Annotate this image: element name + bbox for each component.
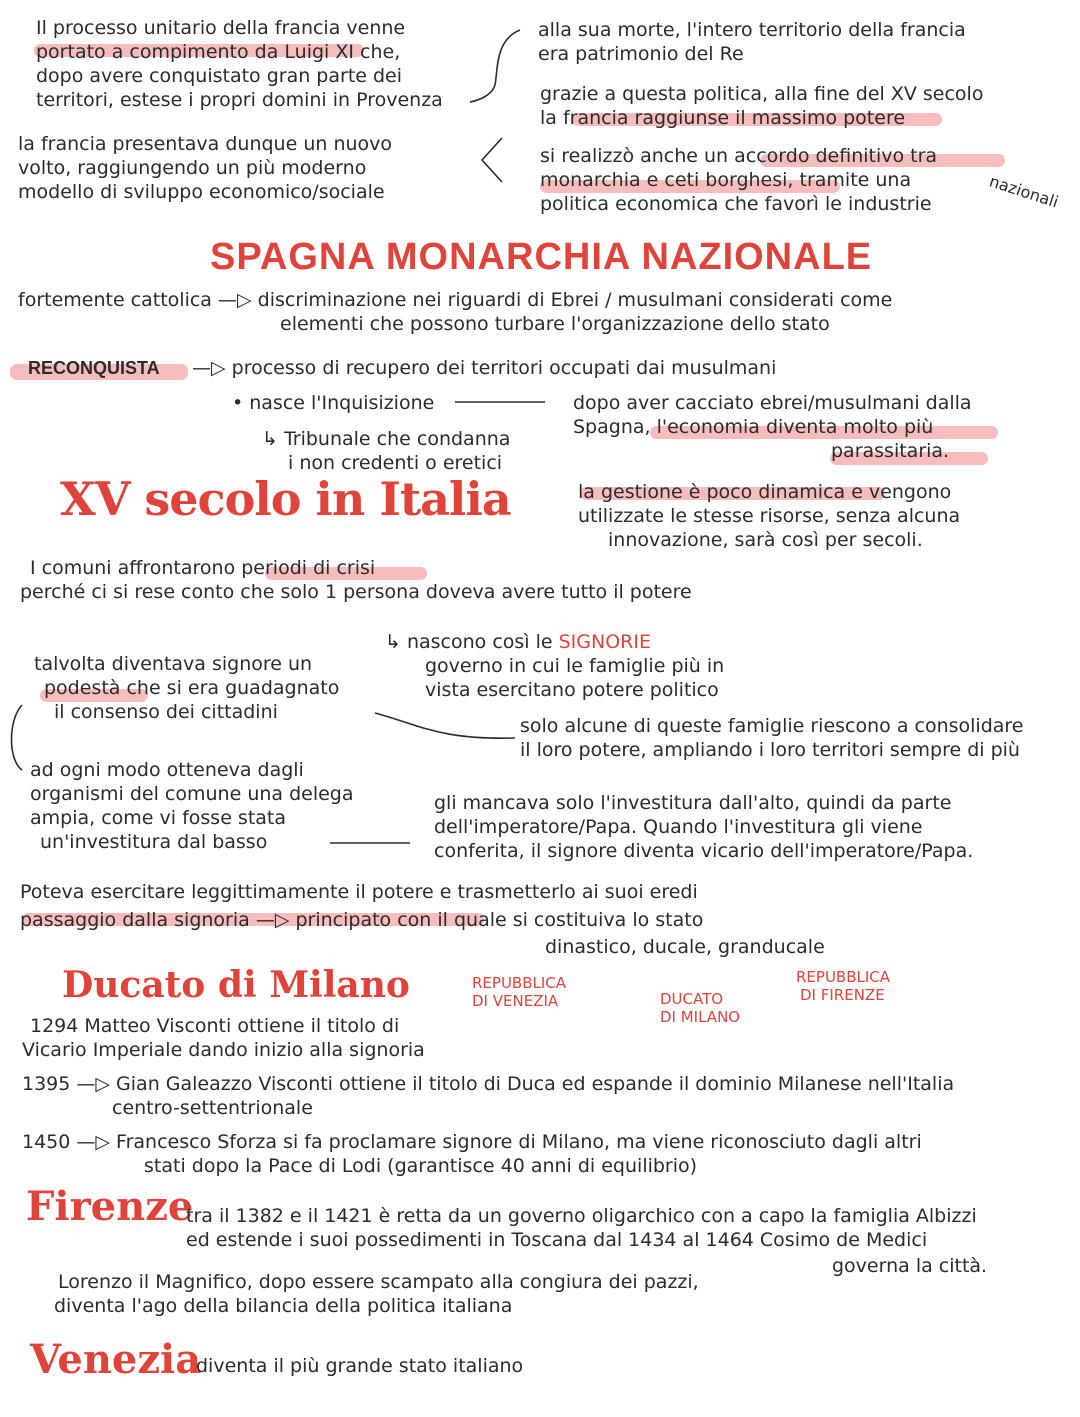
spagna-gestione: la gestione è poco dinamica e vengono utilizzate le stesse risorse, senza alcuna innovazione, sarà così per secoli. (578, 481, 961, 551)
podesta: talvolta diventava signore un podestà che si era guadagnato il consenso dei cittadini (34, 653, 340, 723)
francia-nazionali: nazionali (986, 171, 1061, 212)
signorie: ↳ nascono così le SIGNORIE governo in cui le famiglie più in vista esercitano potere politico (385, 631, 725, 701)
milano-1395: 1395 —▷ Gian Galeazzo Visconti ottiene il titolo di Duca ed espande il dominio Milanese nell'Italia centro-settentrionale (22, 1073, 955, 1119)
firenze-title: Firenze (26, 1183, 194, 1230)
stato-milano: DUCATO DI MILANO (660, 990, 741, 1026)
spagna-economia: dopo aver cacciato ebrei/musulmani dalla Spagna, l'economia diventa molto più parassitaria. (573, 392, 972, 462)
venezia-text: diventa il più grande stato italiano (196, 1355, 524, 1377)
tribunale: ↳ Tribunale che condanna i non credenti o eretici (262, 428, 511, 474)
francia-luigi-xi: Il processo unitario della francia venne portato a compimento da Luigi XI che, dopo avere conquistato gran parte dei territori, estese i propri domini in Provenza (36, 17, 443, 111)
stato-firenze: REPUBBLICA DI FIRENZE (796, 968, 891, 1004)
milano-title: Ducato di Milano (62, 964, 410, 1006)
inquisizione: • nasce l'Inquisizione (232, 392, 435, 414)
reconquista-text: —▷ processo di recupero dei territori occupati dai musulmani (192, 357, 777, 379)
venezia-title: Venezia (30, 1336, 202, 1383)
spagna-cattolica: fortemente cattolica —▷ discriminazione nei riguardi di Ebrei / musulmani considerati come elementi che possono turbare l'organizzazione dello stato (18, 289, 893, 335)
delega: ad ogni modo otteneva dagli organismi del comune una delega ampia, come vi fosse stata un'investitura dal basso (30, 759, 354, 853)
firenze-lorenzo: Lorenzo il Magnifico, dopo essere scampato alla congiura dei pazzi, diventa l'ago della bilancia della politica italiana (54, 1271, 699, 1317)
firenze-governa: governa la città. (832, 1255, 988, 1277)
italia-title: XV secolo in Italia (60, 472, 511, 526)
reconquista-label: RECONQUISTA (28, 358, 160, 378)
milano-1294: 1294 Matteo Visconti ottiene il titolo di Vicario Imperiale dando inizio alla signoria (22, 1015, 425, 1061)
francia-morte-re: alla sua morte, l'intero territorio della francia era patrimonio del Re (538, 19, 966, 65)
passaggio-principato: passaggio dalla signoria —▷ principato con il quale si costituiva lo stato (20, 909, 704, 931)
francia-nuovo-volto: la francia presentava dunque un nuovo volto, raggiungendo un più moderno modello di sviluppo economico/sociale (18, 133, 393, 203)
potere-eredi: Poteva esercitare leggittimamente il potere e trasmetterlo ai suoi eredi (20, 881, 698, 903)
investitura: gli mancava solo l'investitura dall'alto, quindi da parte dell'imperatore/Papa. Quando l'investitura gli viene conferita, il signore diventa vicario dell'imperatore/Papa. (434, 792, 974, 862)
italia-crisi: I comuni affrontarono periodi di crisi perché ci si rese conto che solo 1 persona doveva avere tutto il potere (20, 557, 692, 603)
spagna-title: SPAGNA MONARCHIA NAZIONALE (210, 236, 873, 278)
francia-accordo: si realizzò anche un accordo definitivo tra monarchia e ceti borghesi, tramite una politica economica che favorì le industrie (540, 145, 938, 215)
francia-massimo-potere: grazie a questa politica, alla fine del XV secolo la francia raggiunse il massimo potere (540, 83, 984, 129)
stato-venezia: REPUBBLICA DI VENEZIA (472, 974, 567, 1010)
famiglie-consolidare: solo alcune di queste famiglie riescono a consolidare il loro potere, ampliando i loro territori sempre di più (520, 715, 1024, 761)
milano-1450: 1450 —▷ Francesco Sforza si fa proclamare signore di Milano, ma viene riconosciuto dagli altri stati dopo la Pace di Lodi (garantisce 40 anni di equilibrio) (22, 1131, 922, 1177)
dinastico: dinastico, ducale, granducale (545, 936, 825, 958)
firenze-albizzi: tra il 1382 e il 1421 è retta da un governo oligarchico con a capo la famiglia Albizzi ed estende i suoi possedimenti in Toscana dal 1434 al 1464 Cosimo de Medici (186, 1205, 977, 1251)
